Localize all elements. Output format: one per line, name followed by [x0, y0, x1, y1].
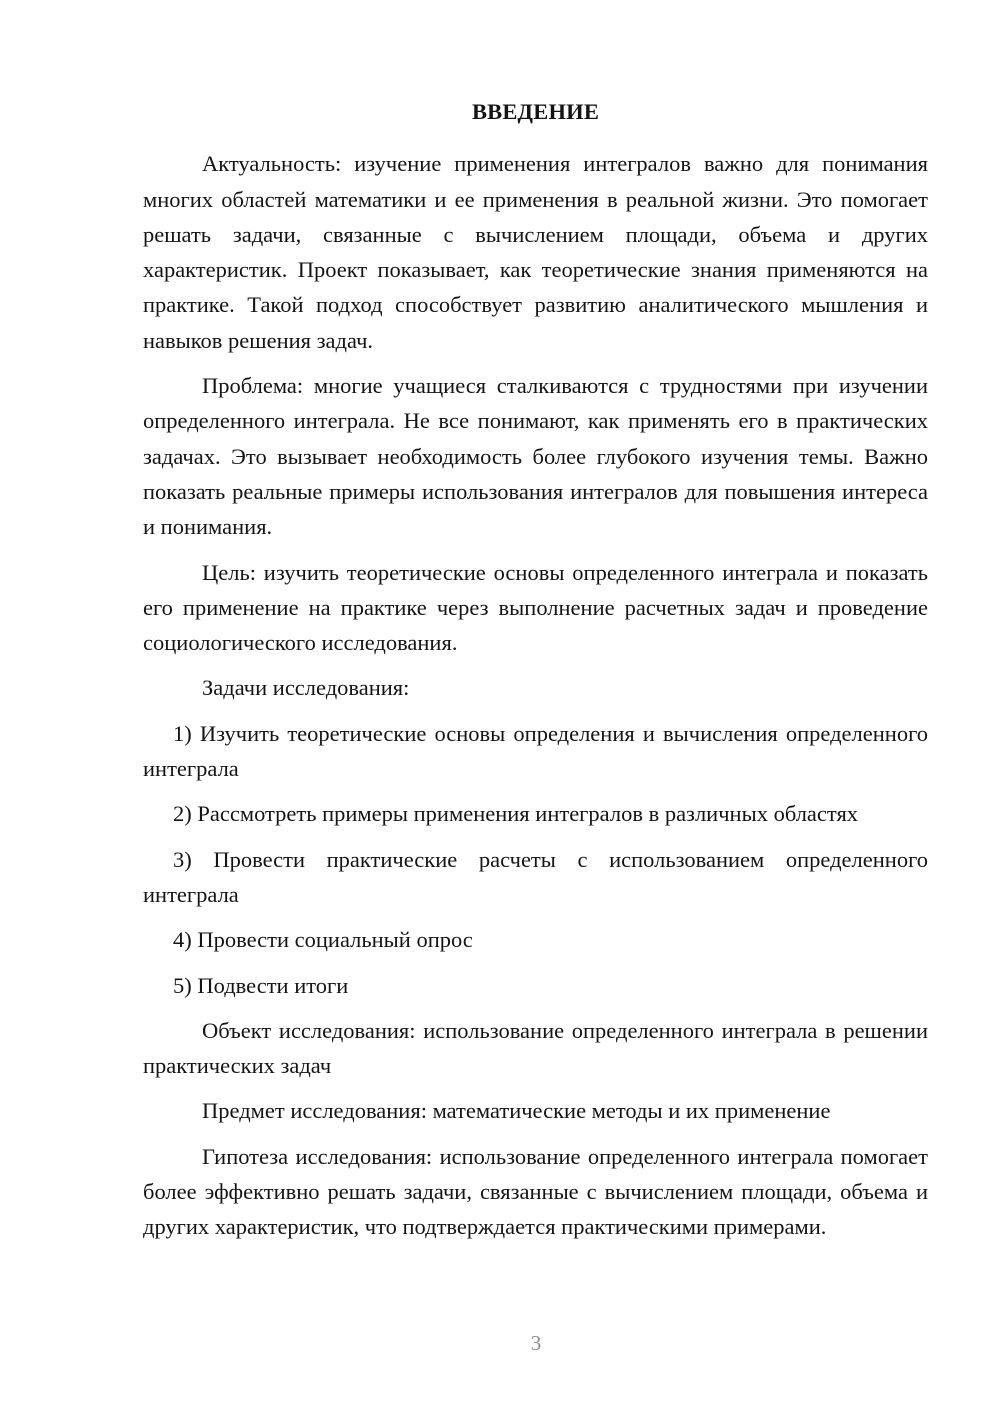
- subject-paragraph: Предмет исследования: математические методы и их применение: [202, 1098, 831, 1124]
- goal-paragraph: Цель: изучить теоретические основы определенного интеграла и показать его применение на практике через выполнение расчетных задач и проведение социологического исследования.: [143, 559, 928, 656]
- task-item-4: 4) Провести социальный опрос: [173, 927, 473, 953]
- task-item-1: 1) Изучить теоретические основы определения и вычисления определенного интеграла: [143, 720, 928, 782]
- section-title: ВВЕДЕНИЕ: [471, 99, 600, 124]
- document-page: [143, 94, 928, 1255]
- task-item-3: 3) Провести практические расчеты с использованием определенного интеграла: [143, 846, 928, 907]
- page-number: 3: [530, 1331, 542, 1355]
- hypothesis-paragraph: Гипотеза исследования: использование определенного интеграла помогает более эффективно решать задачи, связанные с вычислением площади, объема и других характеристик, что подтверждается практическими примерами.: [143, 1143, 928, 1240]
- relevance-paragraph: Актуальность: изучение применения интегралов важно для понимания многих областей математики и ее применения в реальной жизни. Это помогает решать задачи, связанные с вычислением площади, объема и других характеристик. Проект показывает, как теоретические знания применяются на практике. Такой подход способствует развитию аналитического мышления и навыков решения задач.: [143, 151, 928, 353]
- problem-paragraph: Проблема: многие учащиеся сталкиваются с трудностями при изучении определенного интеграла. Не все понимают, как применять его в практических задачах. Это вызывает необходимость более глубокого изучения темы. Важно показать реальные примеры использования интегралов для повышения интереса и понимания.: [143, 373, 928, 540]
- task-item-2: 2) Рассмотреть примеры применения интегралов в различных областях: [173, 801, 859, 827]
- object-paragraph: Объект исследования: использование определенного интеграла в решении практических задач: [143, 1017, 928, 1079]
- task-item-5: 5) Подвести итоги: [173, 972, 349, 998]
- tasks-heading: Задачи исследования:: [202, 675, 410, 701]
